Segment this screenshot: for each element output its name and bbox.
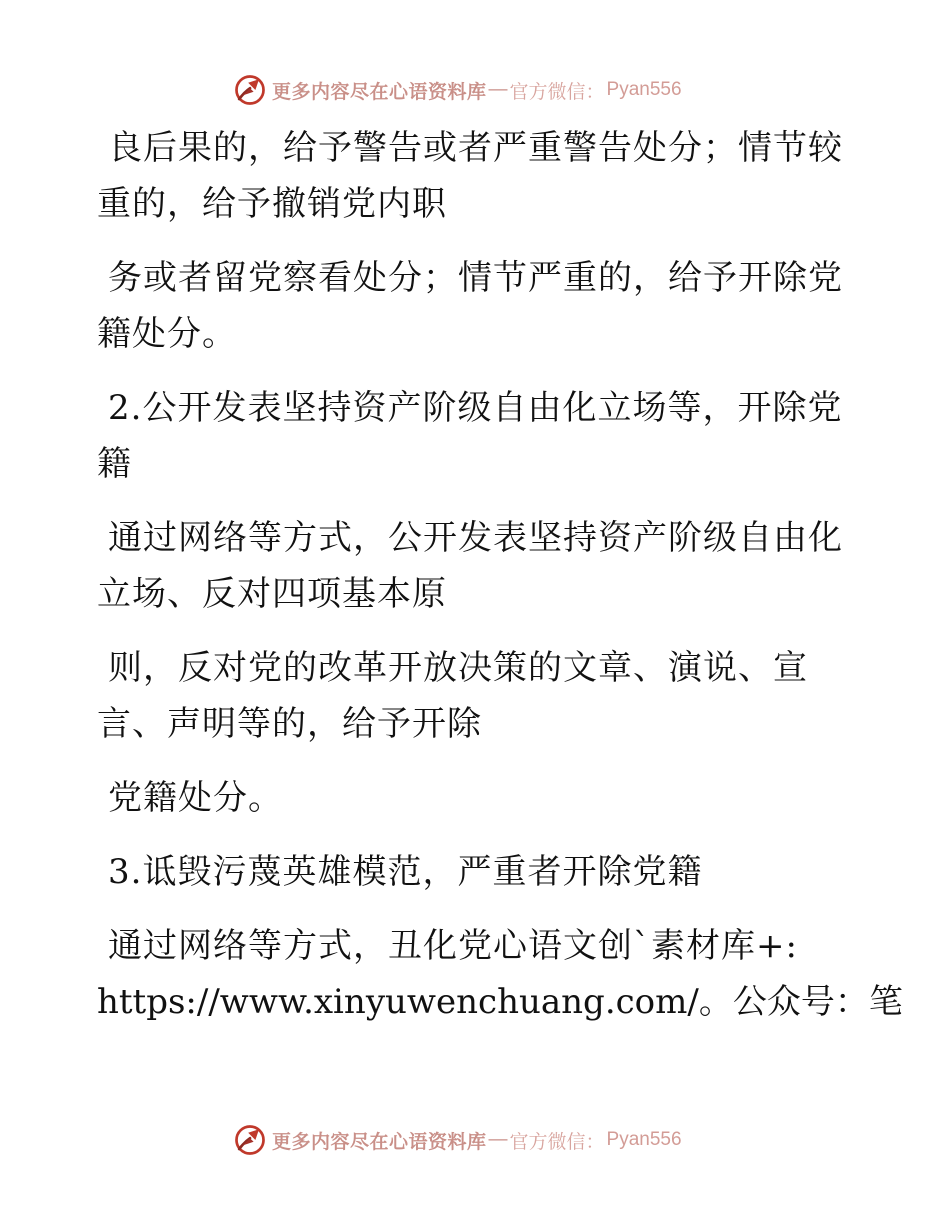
banner-wechat-label: 官方微信： [509,1130,605,1153]
paragraph-line: 则，反对党的改革开放决策的文章、演说、宣 [108,648,808,688]
paragraph-line: 务或者留党察看处分；情节严重的，给予开除党 [108,258,843,298]
pen-nib-logo-icon [232,1122,268,1158]
paragraph-line: 3.诋毁污蔑英雄模范，严重者开除党籍 [108,852,703,892]
banner-wechat-label: 官方微信： [509,80,605,103]
paragraph-line-url: https://www.xinyuwenchuang.com/。公众号：笔 [97,982,903,1022]
paragraph-line: 立场、反对四项基本原 [97,574,447,614]
paragraph [97,250,843,362]
banner-wechat-id: Pyan556 [606,1129,682,1150]
banner-separator: — [488,1129,508,1150]
paragraph-line: 党籍处分。 [108,778,283,818]
paragraph-line: 言、声明等的，给予开除 [97,704,482,744]
paragraph-line: 通过网络等方式，公开发表坚持资产阶级自由化 [108,518,843,558]
banner-title: 更多内容尽在心语资料库 [272,80,487,103]
paragraph [97,510,843,622]
banner-wechat-id: Pyan556 [606,79,682,100]
paragraph-line: 籍 [97,444,132,484]
paragraph-line: 良后果的，给予警告或者严重警告处分；情节较 [108,128,843,168]
section-heading-2 [97,380,843,492]
section-heading-3 [97,844,837,900]
footer-banner [232,1120,682,1160]
pen-nib-logo-icon [232,72,268,108]
paragraph-line: 2.公开发表坚持资产阶级自由化立场等，开除党 [108,388,843,428]
paragraph [97,918,903,1030]
paragraph [97,770,837,826]
banner-separator: — [488,79,508,100]
paragraph [97,640,837,752]
document-body [97,120,903,1048]
paragraph-line: 重的，给予撤销党内职 [97,184,447,224]
paragraph-line: 通过网络等方式，丑化党心语文创`素材库+: [108,926,798,966]
paragraph-line: 籍处分。 [97,314,237,354]
header-banner [232,70,682,110]
paragraph [97,120,843,232]
banner-title: 更多内容尽在心语资料库 [272,1130,487,1153]
